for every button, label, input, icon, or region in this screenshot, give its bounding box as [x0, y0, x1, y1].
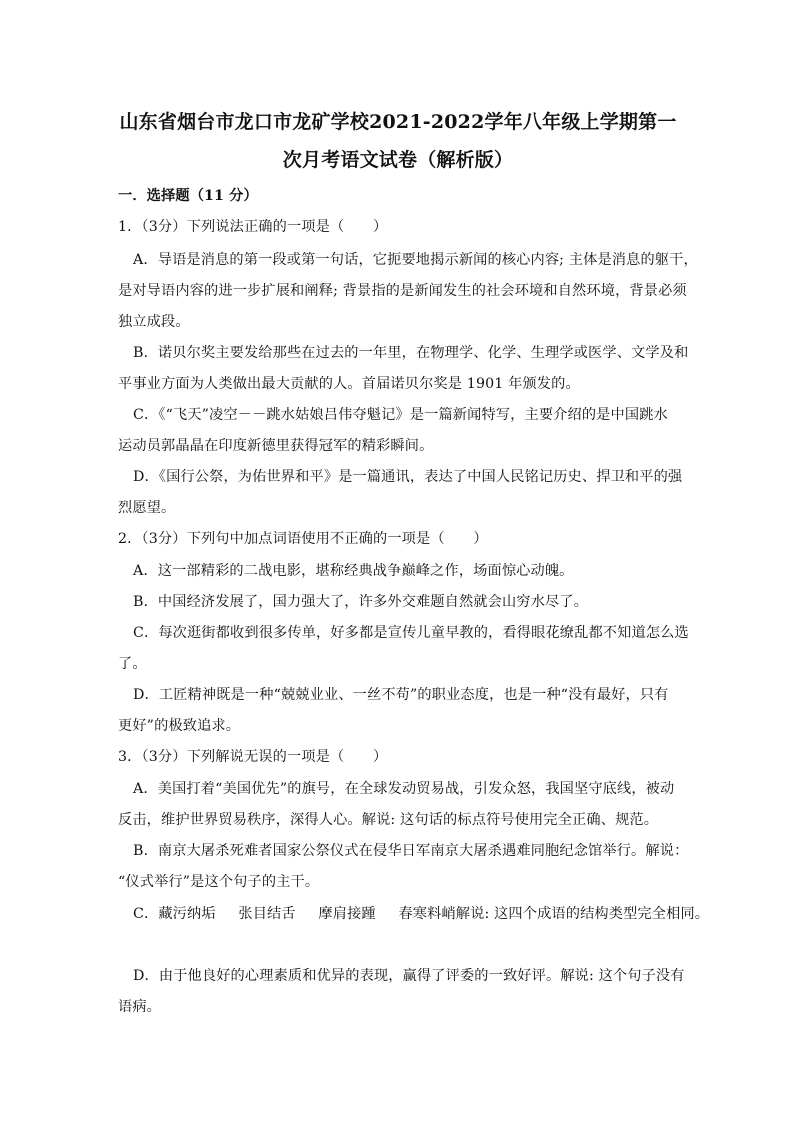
idiom-2: 张目结舌 [238, 906, 296, 922]
option-c-note: 解说: 这四个成语的结构类型完全相同。 [455, 906, 710, 922]
question-2-stem: 2．（3分）下列句中加点词语使用不正确的一项是（ ） [118, 531, 488, 547]
question-3-option-d-line-1: D．由于他良好的心理素质和优异的表现，赢得了评委的一致好评。解说: 这个句子没有 [133, 968, 685, 984]
question-2-option-c-line-2: 了。 [118, 656, 147, 672]
idiom-3: 摩肩接踵 [318, 906, 376, 922]
question-1-option-d-line-1: D．《国行公祭，为佑世界和平》是一篇通讯，表达了中国人民铭记历史、捍卫和平的强 [133, 469, 683, 485]
question-1-option-a-line-1: A．导语是消息的第一段或第一句话，它扼要地揭示新闻的核心内容; 主体是消息的躯干， [133, 252, 698, 268]
question-1-option-d-line-2: 烈愿望。 [118, 500, 176, 516]
question-3-option-b-line-1: B．南京大屠杀死难者国家公祭仪式在侵华日军南京大屠杀遇难同胞纪念馆举行。解说： [133, 843, 689, 859]
question-3-option-a-line-1: A．美国打着“美国优先”的旗号，在全球发动贸易战，引发众怒，我国坚守底线，被动 [133, 781, 675, 797]
question-1-option-b-line-2: 平事业方面为人类做出最大贡献的人。首届诺贝尔奖是 1901 年颁发的。 [118, 376, 580, 392]
question-3-option-b-line-2: “仪式举行”是这个句子的主干。 [118, 874, 320, 890]
section-heading: 一．选择题（11 分） [118, 188, 258, 204]
question-1-option-c-line-1: C．《“飞天”凌空－－跳水姑娘吕伟夺魁记》是一篇新闻特写，主要介绍的是中国跳水 [133, 407, 668, 423]
exam-title-line-2: 次月考语文试卷（解析版） [282, 149, 514, 171]
question-2-option-d-line-1: D．工匠精神既是一种“兢兢业业、一丝不苟”的职业态度，也是一种“没有最好，只有 [133, 687, 669, 703]
question-1-stem: 1．（3分）下列说法正确的一项是（ ） [118, 219, 388, 235]
idiom-1: C．藏污纳垢 [133, 906, 216, 922]
question-3-option-c [133, 904, 710, 924]
question-1-option-a-line-2: 是对导语内容的进一步扩展和阐释; 背景指的是新闻发生的社会环境和自然环境，背景必须 [118, 283, 687, 299]
question-3-option-a-line-2: 反击，维护世界贸易秩序，深得人心。解说: 这句话的标点符号使用完全正确、规范。 [118, 812, 659, 828]
question-2-option-c-line-1: C．每次逛街都收到很多传单，好多都是宣传儿童早教的，看得眼花缭乱都不知道怎么选 [133, 625, 689, 641]
question-2-option-d-line-2: 更好”的极致追求。 [118, 718, 241, 734]
idiom-4: 春寒料峭 [398, 906, 456, 922]
question-2-option-a: A．这一部精彩的二战电影，堪称经典战争巅峰之作，场面惊心动魄。 [133, 563, 574, 579]
question-1-option-c-line-2: 运动员郭晶晶在印度新德里获得冠军的精彩瞬间。 [118, 438, 434, 454]
question-1-option-b-line-1: B．诺贝尔奖主要发给那些在过去的一年里，在物理学、化学、生理学或医学、文学及和 [133, 345, 689, 361]
question-3-stem: 3．（3分）下列解说无误的一项是（ ） [118, 749, 388, 765]
question-2-option-b: B．中国经济发展了，国力强大了，许多外交难题自然就会山穷水尽了。 [133, 594, 589, 610]
question-3-option-d-line-2: 语病。 [118, 999, 162, 1015]
question-1-option-a-line-3: 独立成段。 [118, 314, 190, 330]
exam-title-line-1: 山东省烟台市龙口市龙矿学校2021-2022学年八年级上学期第一 [119, 111, 677, 133]
